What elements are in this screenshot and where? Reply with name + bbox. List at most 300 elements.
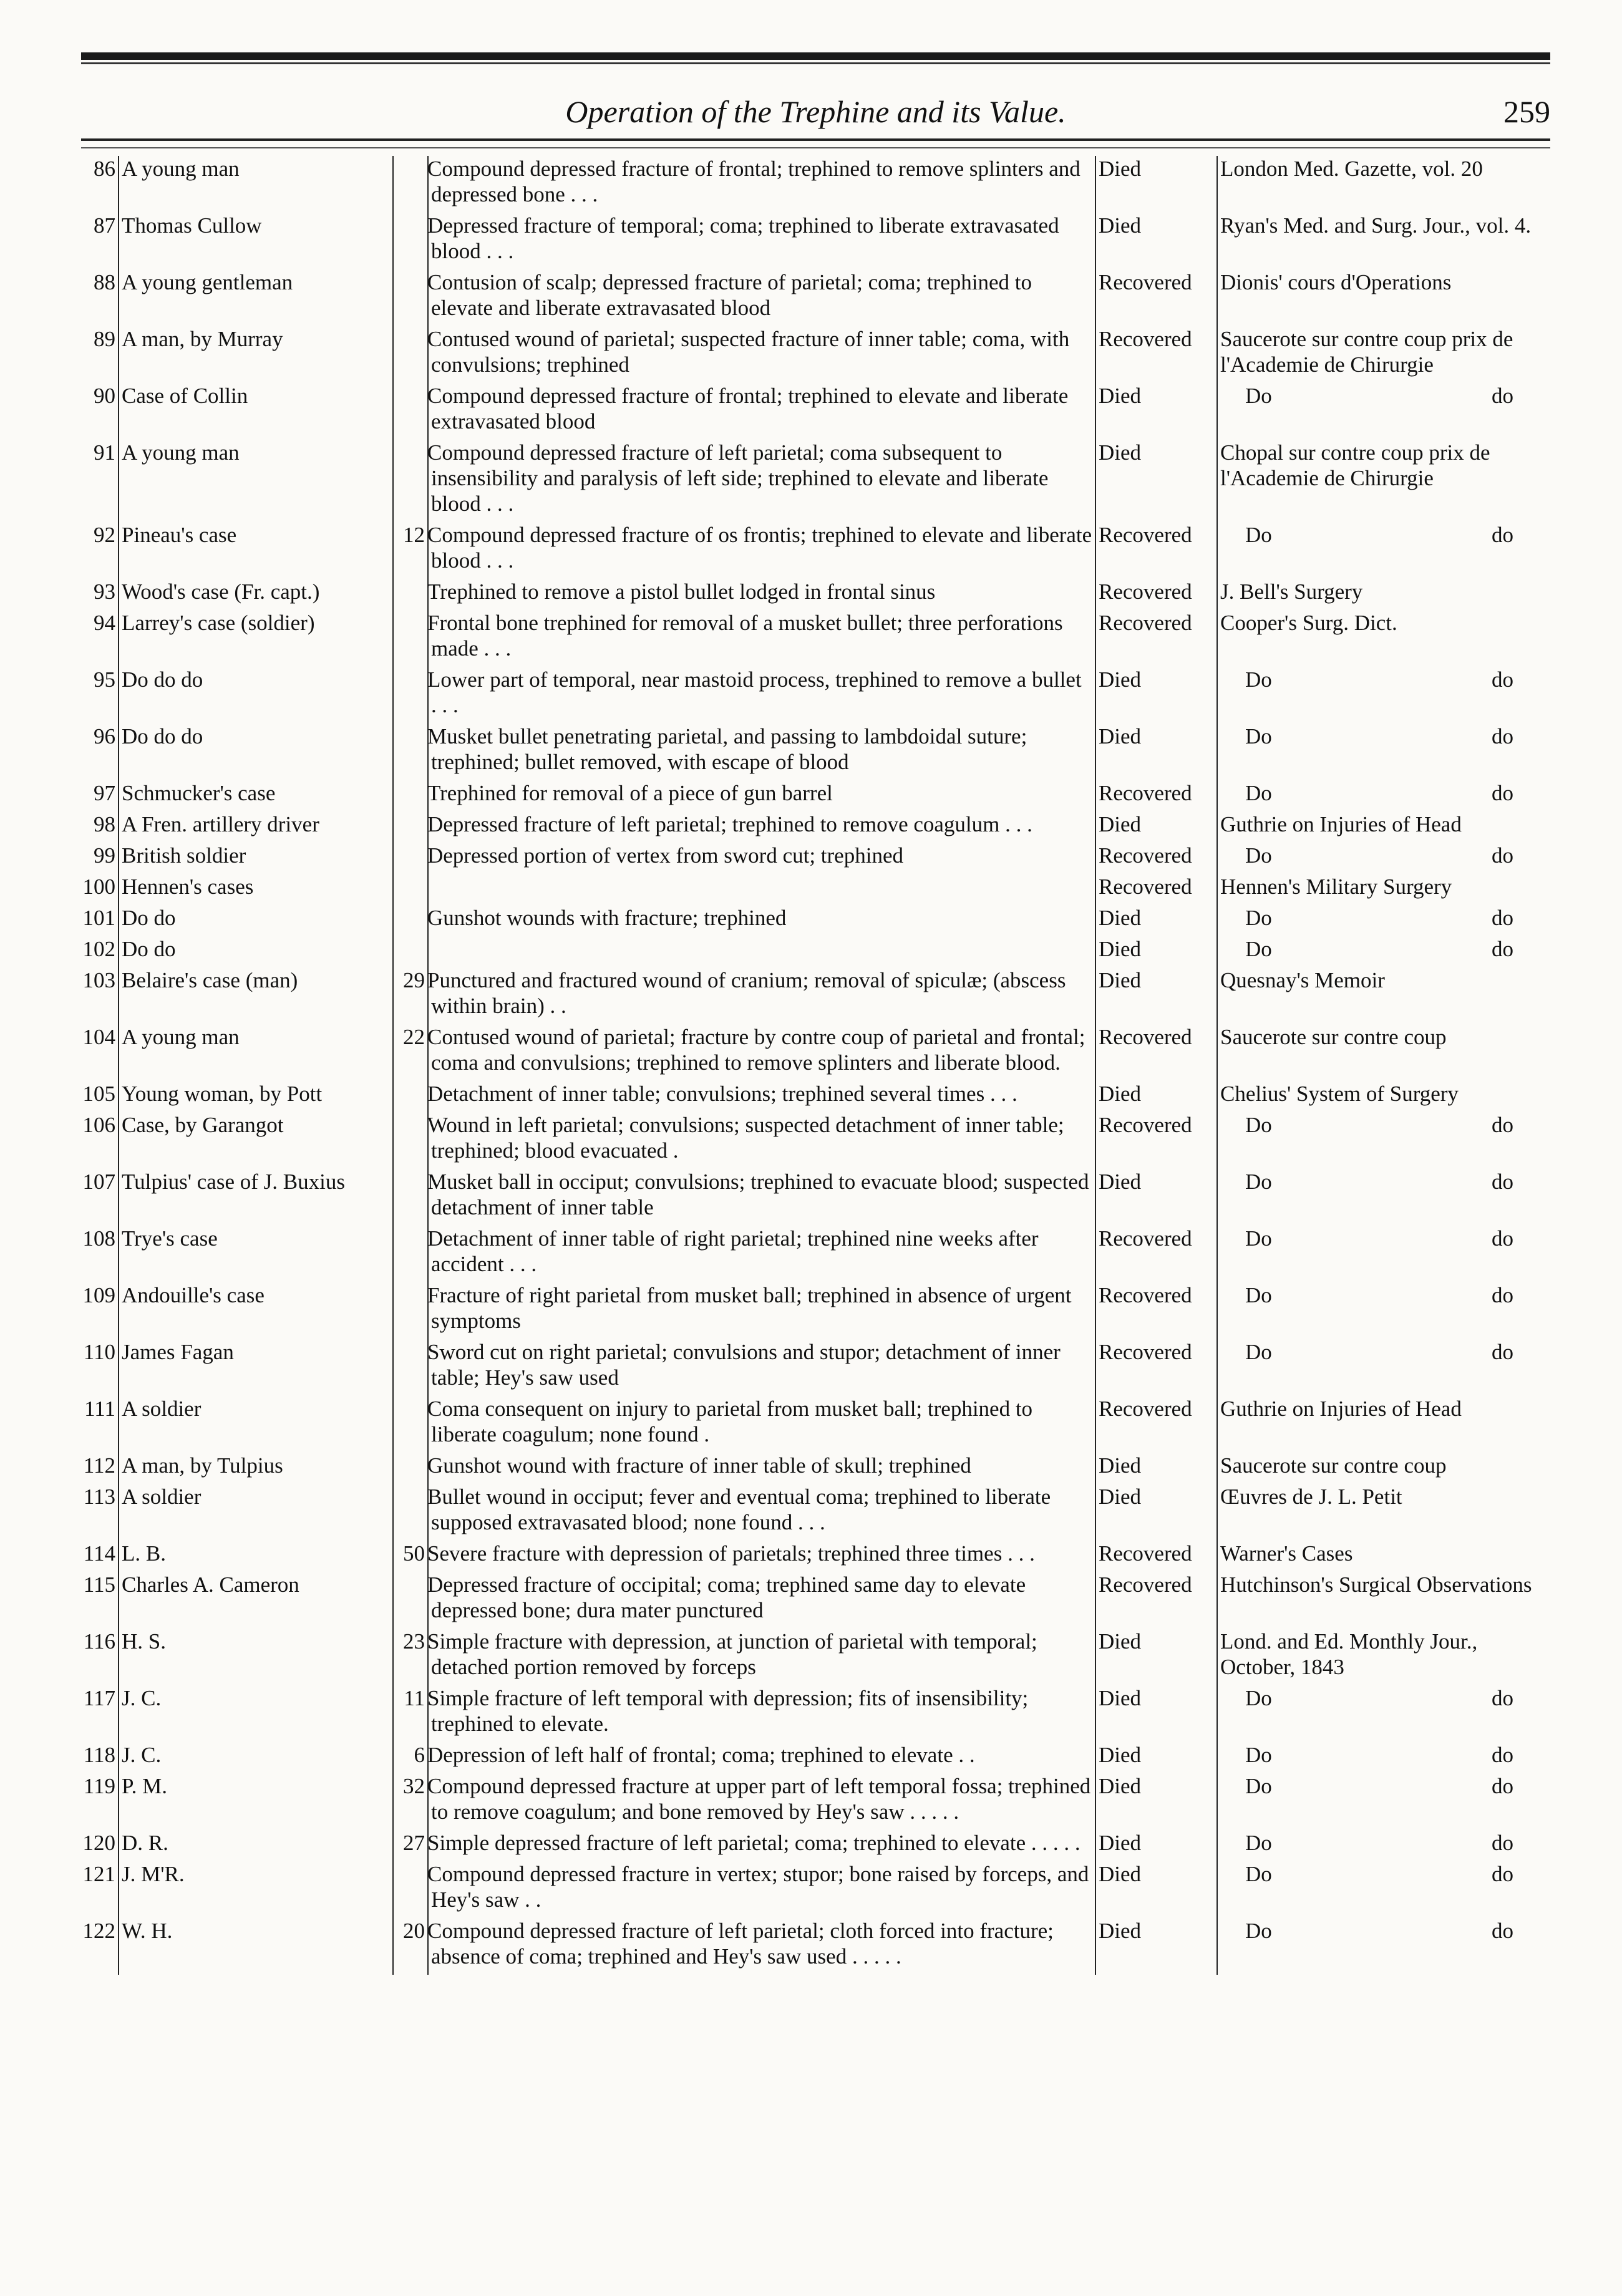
case-name: Tulpius' case of J. Buxius [119, 1169, 393, 1226]
case-age: 29 [403, 968, 425, 992]
table-row [69, 811, 1553, 843]
ditto-mark: do [1492, 1862, 1513, 1886]
case-name: W. H. [119, 1918, 393, 1975]
ditto-reference [1220, 1830, 1551, 1856]
case-number: 102 [82, 937, 115, 961]
case-name: A soldier [119, 1396, 393, 1453]
table-row [69, 326, 1553, 383]
reference-text: Warner's Cases [1220, 1541, 1353, 1566]
ditto-reference [1220, 1339, 1551, 1365]
case-reference [1217, 724, 1553, 780]
case-description: Trephined for removal of a piece of gun barrel [428, 780, 1095, 811]
ditto-mark: do [1492, 937, 1513, 961]
case-age [393, 1453, 428, 1484]
case-description: Contused wound of parietal; fracture by contre coup of parietal and frontal; coma and convulsions; trephined to remove splinters and liberate blood. [428, 1024, 1095, 1081]
table-row [69, 724, 1553, 780]
case-number: 99 [94, 843, 115, 868]
reference-text: Œuvres de J. L. Petit [1220, 1485, 1402, 1509]
case-number: 109 [82, 1283, 115, 1307]
case-age: 27 [403, 1831, 425, 1855]
ditto-mark: Do [1245, 1340, 1272, 1364]
case-number: 103 [82, 968, 115, 992]
case-description: Frontal bone trephined for removal of a musket bullet; three perforations made . . . [428, 610, 1095, 667]
ditto-reference [1220, 905, 1551, 931]
table-row [69, 1918, 1553, 1975]
case-description: Coma consequent on injury to parietal from musket ball; trephined to liberate coagulum; none found . [428, 1396, 1095, 1453]
case-result: Died [1095, 936, 1217, 967]
case-name: J. M'R. [119, 1861, 393, 1918]
top-rule [81, 52, 1550, 60]
case-number: 90 [94, 384, 115, 408]
ditto-mark: Do [1245, 1170, 1272, 1194]
case-name: A young man [119, 440, 393, 522]
case-reference [1217, 1572, 1553, 1629]
case-number: 112 [83, 1453, 115, 1478]
header-rule-thin [81, 147, 1550, 148]
case-reference [1217, 1081, 1553, 1112]
case-age: 20 [403, 1919, 425, 1943]
case-number: 91 [94, 440, 115, 465]
case-name: A young gentleman [119, 269, 393, 326]
case-reference [1217, 1918, 1553, 1975]
ditto-reference [1220, 1169, 1551, 1194]
case-result: Died [1095, 1830, 1217, 1861]
case-table-body [69, 156, 1553, 1975]
ditto-mark: Do [1245, 1862, 1272, 1886]
case-age [393, 811, 428, 843]
table-row [69, 1685, 1553, 1742]
case-description: Contused wound of parietal; suspected fracture of inner table; coma, with convulsions; trephined [428, 326, 1095, 383]
ditto-reference [1220, 1685, 1551, 1711]
ditto-reference [1220, 1742, 1551, 1768]
case-result: Died [1095, 667, 1217, 724]
case-description: Contusion of scalp; depressed fracture of parietal; coma; trephined to elevate and liberate extravasated blood [428, 269, 1095, 326]
case-reference [1217, 1541, 1553, 1572]
case-name: Andouille's case [119, 1282, 393, 1339]
ditto-mark: do [1492, 1170, 1513, 1194]
case-description: Compound depressed fracture of left parietal; cloth forced into fracture; absence of coma; trephined and Hey's saw used . . . . . [428, 1918, 1095, 1975]
case-result: Recovered [1095, 1024, 1217, 1081]
reference-text: Dionis' cours d'Operations [1220, 270, 1452, 294]
table-row [69, 905, 1553, 936]
case-reference [1217, 874, 1553, 905]
case-name: A man, by Murray [119, 326, 393, 383]
case-age: 32 [403, 1774, 425, 1798]
table-row [69, 1453, 1553, 1484]
case-name: Thomas Cullow [119, 213, 393, 269]
ditto-mark: Do [1245, 781, 1272, 805]
case-age: 50 [403, 1541, 425, 1566]
reference-text: Saucerote sur contre coup [1220, 1453, 1447, 1478]
case-result: Died [1095, 1861, 1217, 1918]
case-result: Died [1095, 1918, 1217, 1975]
ditto-mark: do [1492, 1113, 1513, 1137]
case-result: Died [1095, 905, 1217, 936]
case-reference [1217, 1484, 1553, 1541]
case-result: Died [1095, 967, 1217, 1024]
case-number: 86 [94, 157, 115, 181]
case-result: Died [1095, 213, 1217, 269]
case-number: 116 [83, 1629, 115, 1654]
case-age: 23 [403, 1629, 425, 1654]
case-age [393, 1282, 428, 1339]
table-row [69, 156, 1553, 213]
case-number: 104 [82, 1025, 115, 1049]
case-name: J. C. [119, 1685, 393, 1742]
case-age [393, 156, 428, 213]
table-row [69, 1169, 1553, 1226]
ditto-mark: do [1492, 1743, 1513, 1767]
case-name: Do do do [119, 667, 393, 724]
case-description: Simple depressed fracture of left parietal; coma; trephined to elevate . . . . . [428, 1830, 1095, 1861]
case-number: 95 [94, 667, 115, 692]
table-row [69, 667, 1553, 724]
case-number: 110 [83, 1340, 115, 1364]
table-row [69, 1112, 1553, 1169]
case-description [428, 936, 1095, 967]
reference-text: Saucerote sur contre coup prix de l'Academie de Chirurgie [1220, 327, 1513, 377]
header-rule [81, 138, 1550, 141]
case-number: 97 [94, 781, 115, 805]
case-result: Died [1095, 1484, 1217, 1541]
table-row [69, 780, 1553, 811]
case-name: Young woman, by Pott [119, 1081, 393, 1112]
table-row [69, 1024, 1553, 1081]
case-age [393, 213, 428, 269]
table-row [69, 213, 1553, 269]
table-row [69, 1742, 1553, 1773]
reference-text: Quesnay's Memoir [1220, 968, 1385, 992]
case-number: 119 [83, 1774, 115, 1798]
ditto-mark: do [1492, 906, 1513, 930]
ditto-reference [1220, 667, 1551, 692]
case-result: Recovered [1095, 1282, 1217, 1339]
table-row [69, 843, 1553, 874]
case-reference [1217, 326, 1553, 383]
ditto-mark: Do [1245, 724, 1272, 748]
case-age [393, 936, 428, 967]
case-description: Simple fracture of left temporal with depression; fits of insensibility; trephined to elevate. [428, 1685, 1095, 1742]
ditto-mark: Do [1245, 667, 1272, 692]
reference-text: Chopal sur contre coup prix de l'Academie de Chirurgie [1220, 440, 1490, 490]
table-row [69, 967, 1553, 1024]
ditto-mark: Do [1245, 523, 1272, 547]
case-reference [1217, 905, 1553, 936]
case-age: 12 [403, 523, 425, 547]
case-name: Trye's case [119, 1226, 393, 1282]
ditto-mark: Do [1245, 1113, 1272, 1137]
case-name: Schmucker's case [119, 780, 393, 811]
case-description: Bullet wound in occiput; fever and eventual coma; trephined to liberate supposed extravasated blood; none found . . . [428, 1484, 1095, 1541]
case-number: 113 [83, 1485, 115, 1509]
ditto-reference [1220, 724, 1551, 749]
case-reference [1217, 1629, 1553, 1685]
table-row [69, 610, 1553, 667]
case-number: 98 [94, 812, 115, 836]
case-age [393, 843, 428, 874]
ditto-mark: Do [1245, 937, 1272, 961]
case-age [393, 1484, 428, 1541]
ditto-mark: do [1492, 1226, 1513, 1251]
ditto-mark: do [1492, 1774, 1513, 1798]
case-reference [1217, 610, 1553, 667]
case-description: Simple fracture with depression, at junction of parietal with temporal; detached portion removed by forceps [428, 1629, 1095, 1685]
case-description: Wound in left parietal; convulsions; suspected detachment of inner table; trephined; blood evacuated . [428, 1112, 1095, 1169]
case-age [393, 1226, 428, 1282]
case-description: Depression of left half of frontal; coma; trephined to elevate . . [428, 1742, 1095, 1773]
case-result: Recovered [1095, 610, 1217, 667]
case-description: Severe fracture with depression of parietals; trephined three times . . . [428, 1541, 1095, 1572]
ditto-reference [1220, 1112, 1551, 1138]
reference-text: Chelius' System of Surgery [1220, 1082, 1459, 1106]
case-result: Died [1095, 1081, 1217, 1112]
table-row [69, 1572, 1553, 1629]
case-description: Punctured and fractured wound of cranium; removal of spiculæ; (abscess within brain) . . [428, 967, 1095, 1024]
case-result: Recovered [1095, 1226, 1217, 1282]
ditto-mark: do [1492, 1919, 1513, 1943]
ditto-mark: do [1492, 843, 1513, 868]
reference-text: Hutchinson's Surgical Observations [1220, 1572, 1532, 1597]
case-age [393, 440, 428, 522]
case-name: Do do do [119, 724, 393, 780]
ditto-mark: do [1492, 1831, 1513, 1855]
case-description: Depressed fracture of temporal; coma; trephined to liberate extravasated blood . . . [428, 213, 1095, 269]
case-age [393, 610, 428, 667]
case-result: Died [1095, 1773, 1217, 1830]
case-description: Gunshot wounds with fracture; trephined [428, 905, 1095, 936]
table-row [69, 1396, 1553, 1453]
ditto-mark: do [1492, 724, 1513, 748]
case-reference [1217, 1685, 1553, 1742]
case-name: Do do [119, 936, 393, 967]
reference-text: Hennen's Military Surgery [1220, 874, 1452, 899]
case-reference [1217, 936, 1553, 967]
reference-text: London Med. Gazette, vol. 20 [1220, 157, 1483, 181]
page-number: 259 [1503, 94, 1550, 129]
case-name: A young man [119, 156, 393, 213]
case-reference [1217, 213, 1553, 269]
case-description: Compound depressed fracture at upper part of left temporal fossa; trephined to remove coagulum; and bone removed by Hey's saw . . . . . [428, 1773, 1095, 1830]
ditto-mark: Do [1245, 1743, 1272, 1767]
ditto-reference [1220, 522, 1551, 548]
case-number: 87 [94, 213, 115, 238]
case-reference [1217, 1024, 1553, 1081]
ditto-mark: Do [1245, 1283, 1272, 1307]
case-result: Recovered [1095, 1112, 1217, 1169]
ditto-reference [1220, 1773, 1551, 1799]
case-description: Compound depressed fracture of os frontis; trephined to elevate and liberate blood . . . [428, 522, 1095, 579]
case-description: Compound depressed fracture of left parietal; coma subsequent to insensibility and paralysis of left side; trephined to elevate and liberate blood . . . [428, 440, 1095, 522]
ditto-mark: Do [1245, 1686, 1272, 1710]
case-description: Compound depressed fracture in vertex; stupor; bone raised by forceps, and Hey's saw . . [428, 1861, 1095, 1918]
table-row [69, 936, 1553, 967]
case-age [393, 905, 428, 936]
reference-text: Lond. and Ed. Monthly Jour., October, 1843 [1220, 1629, 1478, 1679]
case-reference [1217, 667, 1553, 724]
case-number: 121 [82, 1862, 115, 1886]
case-number: 106 [82, 1113, 115, 1137]
case-number: 118 [83, 1743, 115, 1767]
ditto-reference [1220, 843, 1551, 868]
ditto-mark: do [1492, 781, 1513, 805]
table-row [69, 1629, 1553, 1685]
case-name: A Fren. artillery driver [119, 811, 393, 843]
table-row [69, 1282, 1553, 1339]
case-number: 101 [82, 906, 115, 930]
table-row [69, 1861, 1553, 1918]
reference-text: Saucerote sur contre coup [1220, 1025, 1447, 1049]
case-number: 89 [94, 327, 115, 351]
case-description: Trephined to remove a pistol bullet lodged in frontal sinus [428, 579, 1095, 610]
ditto-mark: Do [1245, 384, 1272, 408]
case-age [393, 874, 428, 905]
reference-text: J. Bell's Surgery [1220, 579, 1363, 604]
ditto-reference [1220, 383, 1551, 409]
case-number: 115 [83, 1572, 115, 1597]
case-reference [1217, 967, 1553, 1024]
case-table [69, 156, 1553, 1975]
case-name: A young man [119, 1024, 393, 1081]
case-age [393, 269, 428, 326]
case-age [393, 1112, 428, 1169]
case-reference [1217, 579, 1553, 610]
case-number: 93 [94, 579, 115, 604]
case-result: Recovered [1095, 1396, 1217, 1453]
case-number: 111 [84, 1397, 115, 1421]
case-number: 92 [94, 523, 115, 547]
case-description [428, 874, 1095, 905]
case-reference [1217, 1773, 1553, 1830]
case-age [393, 780, 428, 811]
case-result: Recovered [1095, 269, 1217, 326]
case-number: 107 [82, 1170, 115, 1194]
table-row [69, 1339, 1553, 1396]
table-row [69, 383, 1553, 440]
case-description: Gunshot wound with fracture of inner table of skull; trephined [428, 1453, 1095, 1484]
case-result: Died [1095, 156, 1217, 213]
ditto-reference [1220, 1226, 1551, 1251]
ditto-mark: do [1492, 384, 1513, 408]
case-name: James Fagan [119, 1339, 393, 1396]
case-result: Died [1095, 1629, 1217, 1685]
case-name: A man, by Tulpius [119, 1453, 393, 1484]
case-description: Depressed fracture of occipital; coma; trephined same day to elevate depressed bone; dura mater punctured [428, 1572, 1095, 1629]
case-age [393, 1169, 428, 1226]
case-number: 100 [82, 874, 115, 899]
case-reference [1217, 1396, 1553, 1453]
case-name: J. C. [119, 1742, 393, 1773]
case-age [393, 1572, 428, 1629]
case-description: Compound depressed fracture of frontal; trephined to remove splinters and depressed bone . . . [428, 156, 1095, 213]
case-result: Recovered [1095, 1541, 1217, 1572]
case-name: Charles A. Cameron [119, 1572, 393, 1629]
ditto-mark: Do [1245, 843, 1272, 868]
case-result: Died [1095, 383, 1217, 440]
case-number: 96 [94, 724, 115, 748]
case-reference [1217, 1169, 1553, 1226]
case-result: Recovered [1095, 579, 1217, 610]
ditto-reference [1220, 780, 1551, 806]
case-number: 122 [82, 1919, 115, 1943]
case-name: Wood's case (Fr. capt.) [119, 579, 393, 610]
case-name: Larrey's case (soldier) [119, 610, 393, 667]
case-description: Fracture of right parietal from musket ball; trephined in absence of urgent symptoms [428, 1282, 1095, 1339]
case-age: 11 [404, 1686, 425, 1710]
ditto-mark: Do [1245, 1774, 1272, 1798]
ditto-reference [1220, 1918, 1551, 1944]
ditto-mark: Do [1245, 906, 1272, 930]
case-reference [1217, 269, 1553, 326]
case-number: 88 [94, 270, 115, 294]
case-result: Recovered [1095, 522, 1217, 579]
case-name: Hennen's cases [119, 874, 393, 905]
case-result: Recovered [1095, 874, 1217, 905]
reference-text: Cooper's Surg. Dict. [1220, 611, 1397, 635]
case-number: 120 [82, 1831, 115, 1855]
case-description: Depressed portion of vertex from sword cut; trephined [428, 843, 1095, 874]
ditto-reference [1220, 936, 1551, 962]
case-age: 22 [403, 1025, 425, 1049]
case-name: Case of Collin [119, 383, 393, 440]
case-reference [1217, 1742, 1553, 1773]
reference-text: Guthrie on Injuries of Head [1220, 812, 1462, 836]
page-header [81, 81, 1550, 137]
case-reference [1217, 780, 1553, 811]
case-name: Belaire's case (man) [119, 967, 393, 1024]
case-result: Recovered [1095, 780, 1217, 811]
case-number: 94 [94, 611, 115, 635]
table-row [69, 1484, 1553, 1541]
case-age [393, 1396, 428, 1453]
case-result: Died [1095, 1453, 1217, 1484]
case-name: A soldier [119, 1484, 393, 1541]
case-result: Died [1095, 440, 1217, 522]
case-age [393, 724, 428, 780]
case-name: Do do [119, 905, 393, 936]
case-description: Detachment of inner table of right parietal; trephined nine weeks after accident . . . [428, 1226, 1095, 1282]
case-reference [1217, 1282, 1553, 1339]
reference-text: Ryan's Med. and Surg. Jour., vol. 4. [1220, 213, 1532, 238]
table-row [69, 1541, 1553, 1572]
case-age [393, 1339, 428, 1396]
case-number: 108 [82, 1226, 115, 1251]
case-name: British soldier [119, 843, 393, 874]
case-age [393, 579, 428, 610]
case-number: 114 [83, 1541, 115, 1566]
top-rule-thin [81, 62, 1550, 64]
case-reference [1217, 1453, 1553, 1484]
case-result: Died [1095, 1742, 1217, 1773]
table-row [69, 1226, 1553, 1282]
case-description: Musket bullet penetrating parietal, and passing to lambdoidal suture; trephined; bullet removed, with escape of blood [428, 724, 1095, 780]
case-reference [1217, 383, 1553, 440]
table-row [69, 522, 1553, 579]
case-description: Compound depressed fracture of frontal; trephined to elevate and liberate extravasated blood [428, 383, 1095, 440]
case-reference [1217, 1339, 1553, 1396]
case-age [393, 326, 428, 383]
case-result: Died [1095, 811, 1217, 843]
case-result: Recovered [1095, 1339, 1217, 1396]
case-name: H. S. [119, 1629, 393, 1685]
case-result: Recovered [1095, 1572, 1217, 1629]
ditto-mark: do [1492, 1340, 1513, 1364]
case-reference [1217, 440, 1553, 522]
case-reference [1217, 1226, 1553, 1282]
case-reference [1217, 843, 1553, 874]
case-result: Died [1095, 1169, 1217, 1226]
case-number: 105 [82, 1082, 115, 1106]
case-description: Depressed fracture of left parietal; trephined to remove coagulum . . . [428, 811, 1095, 843]
